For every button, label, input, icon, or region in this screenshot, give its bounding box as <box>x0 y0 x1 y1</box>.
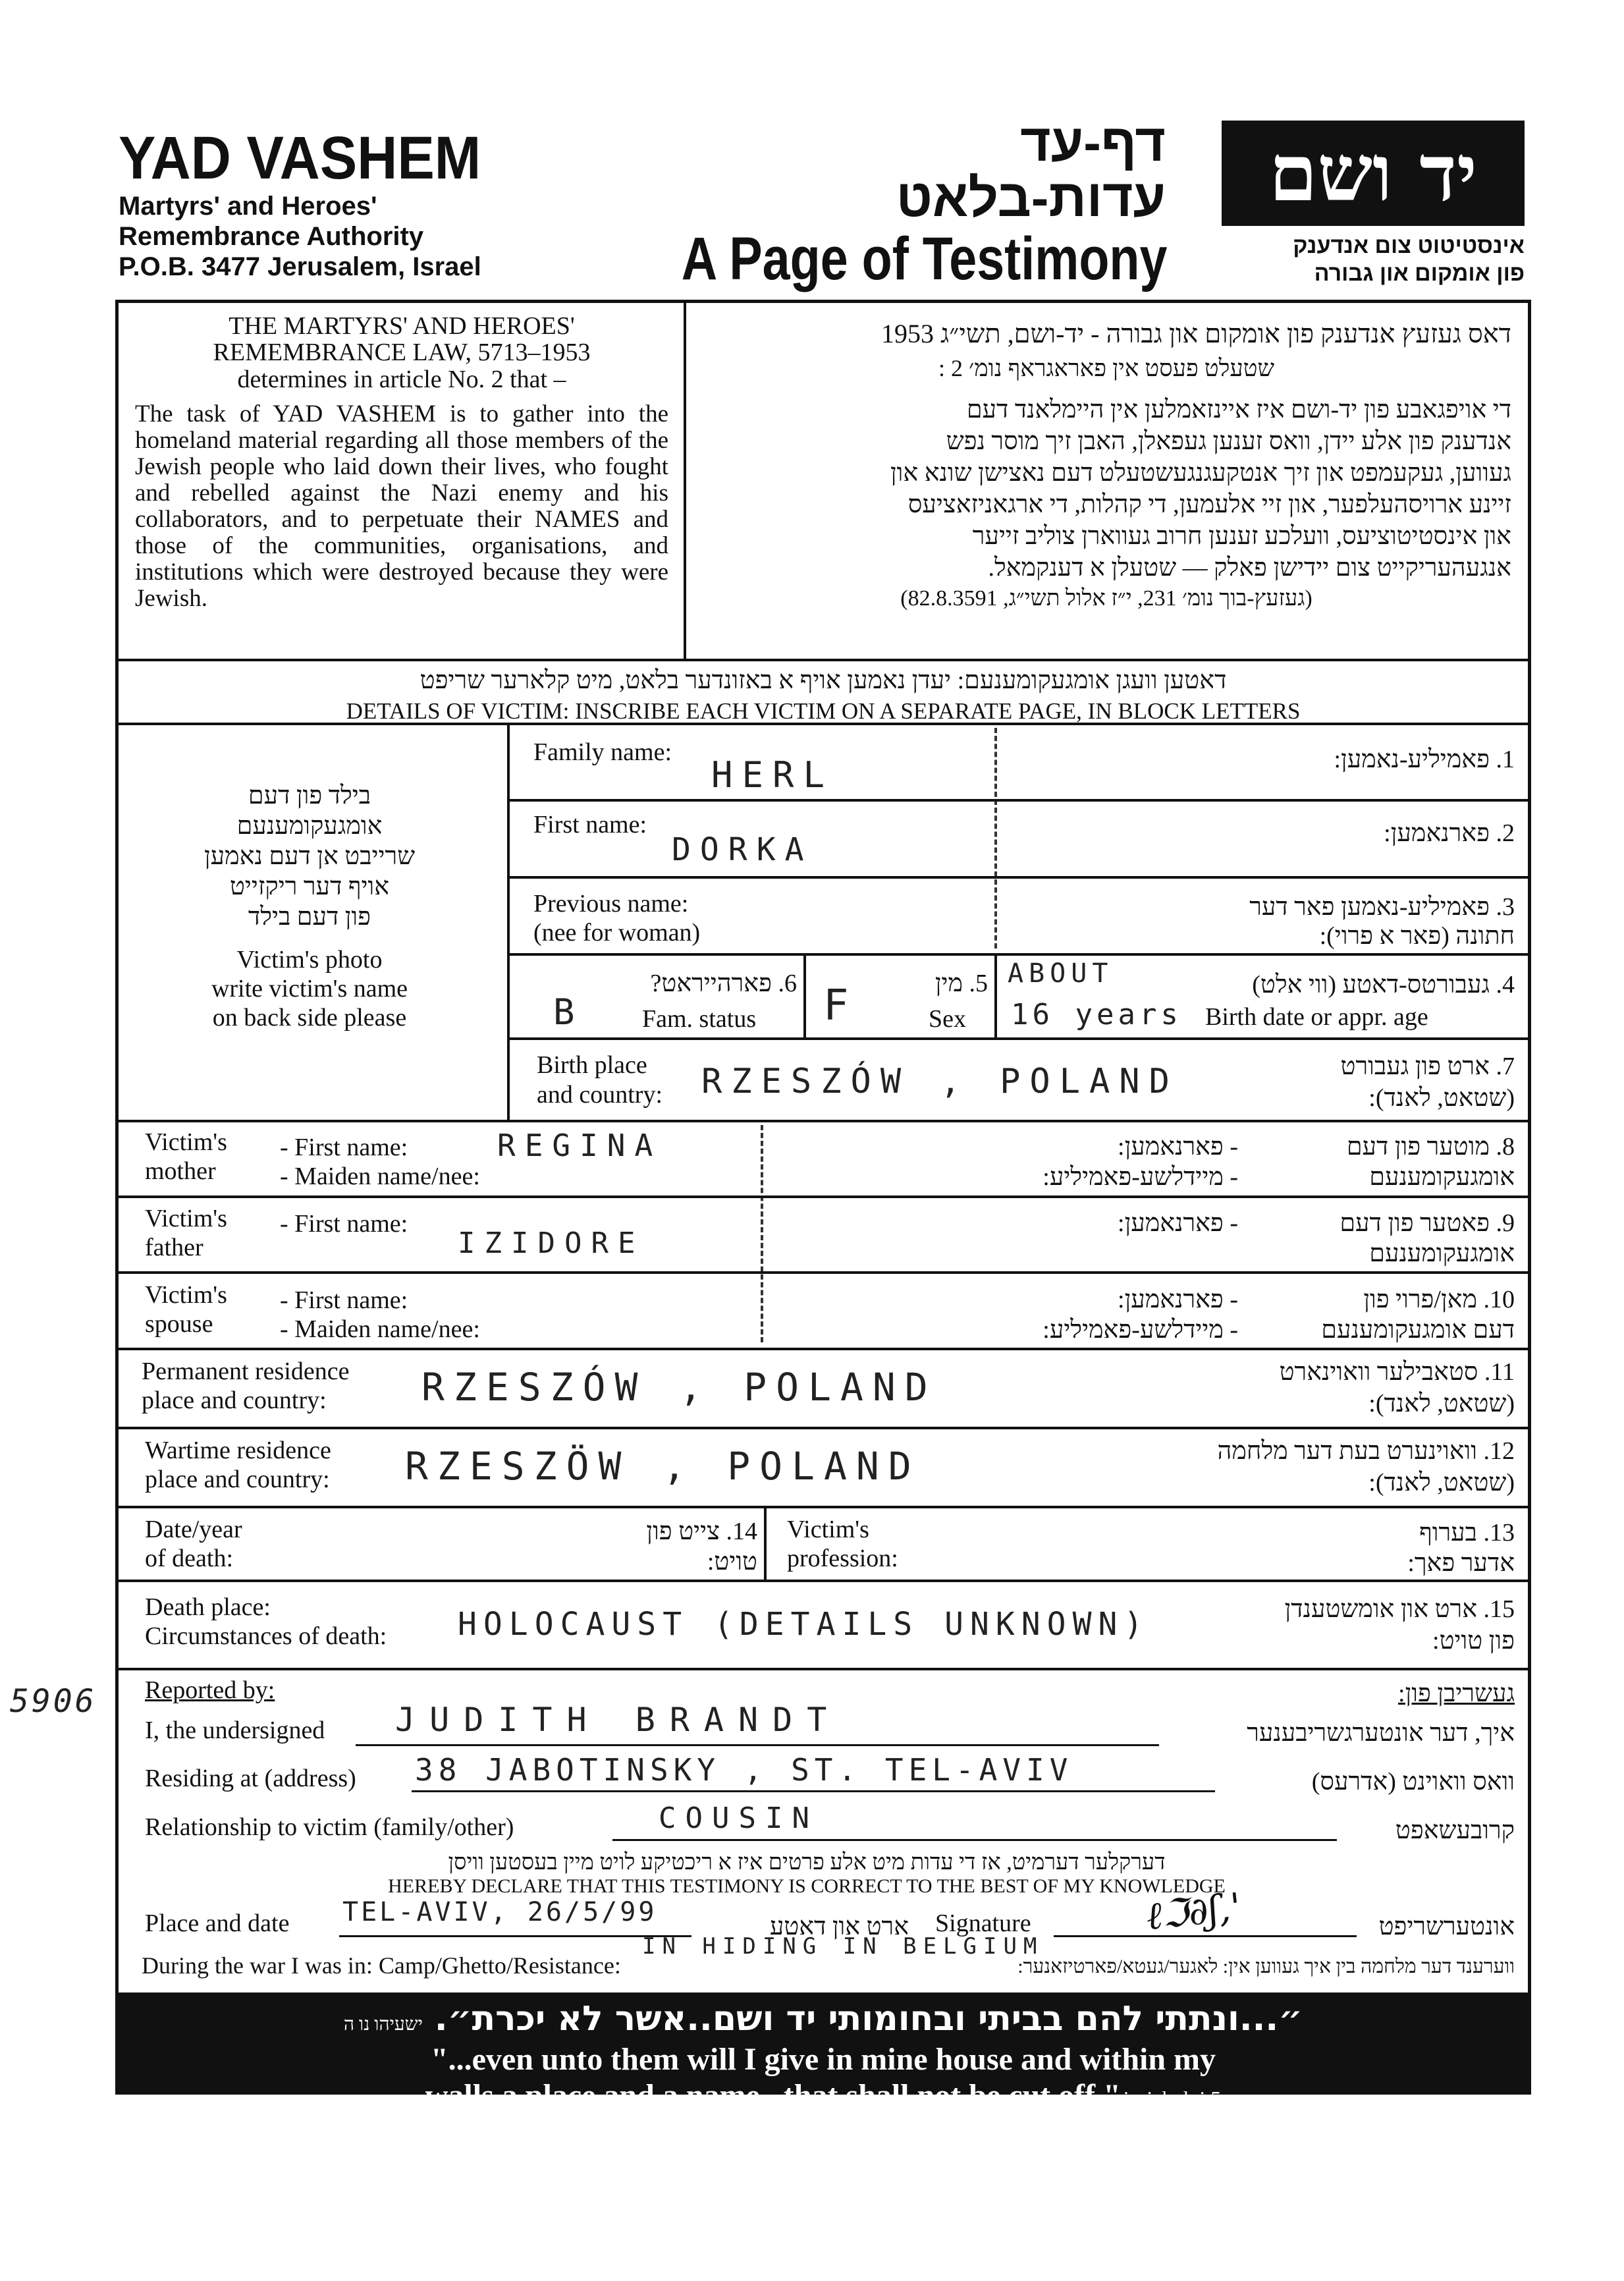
permanent-value[interactable]: RZESZÓW , POLAND <box>421 1365 937 1410</box>
death-place-value[interactable]: HOLOCAUST (DETAILS UNKNOWN) <box>458 1606 1150 1643</box>
row4-line <box>507 1037 1531 1040</box>
org-line-2: Remembrance Authority <box>119 222 424 251</box>
row8-line <box>115 1195 1531 1198</box>
previous-name-label-2: (nee for woman) <box>533 919 701 947</box>
family-name-value[interactable]: HERL <box>711 754 834 796</box>
death-place-label-1: Death place: <box>145 1593 271 1621</box>
father-who-1: Victim's <box>145 1205 227 1232</box>
permanent-label-1: Permanent residence <box>142 1358 350 1385</box>
law-yiddish <box>701 316 1511 614</box>
undersigned-he: איך, דער אונטערגשריבענער <box>1247 1719 1515 1747</box>
row3-line <box>507 953 1531 956</box>
victim-heading-yiddish: דאטען וועגן אומגעקומענעם: יעדן נאמען אויף א באזונדער בלאט, מיט קלארער שריפט <box>420 667 1227 694</box>
law-yiddish-line-4: זיינע ארויסהעלפער, און זיי אלעמען, די קהלות, די ארגאניזאציעס <box>907 491 1511 518</box>
relationship-line <box>612 1839 1337 1841</box>
father-first-value[interactable]: IZIDORE <box>458 1226 645 1260</box>
center-dash-2 <box>761 1125 763 1342</box>
photo-yiddish-1: בילד פון דעם <box>248 782 371 810</box>
birth-label: Birth date or appr. age <box>1205 1003 1428 1031</box>
law-yiddish-heading: דאס געזעץ אנדענק פון אומקום און גבורה - יד-ושם, תשי״ג 1953 <box>881 319 1511 348</box>
victim-heading-bottom <box>115 723 1531 725</box>
relationship-he: קרובעשאפט <box>1395 1817 1515 1844</box>
address-he: וואס וואוינט (אדרעס) <box>1311 1768 1515 1796</box>
father-who-2: father <box>145 1234 203 1261</box>
first-name-label: First name: <box>533 811 647 838</box>
row2-line <box>507 876 1531 879</box>
place-date-he: ארט און דאטע <box>769 1913 909 1940</box>
logo-text: יד ושם <box>1268 127 1478 219</box>
birth-value-2[interactable]: 16 years <box>1011 998 1182 1031</box>
org-line-1: Martyrs' and Heroes' <box>119 192 377 221</box>
spouse-who-2: spouse <box>145 1310 213 1338</box>
mother-he-who-2: אומגעקומענעם <box>1369 1163 1515 1191</box>
law-yiddish-line-3: געווען, געקעמפט און זיך אנטקעגנגעשטעלט דעם נאצישן שונא און <box>890 459 1511 487</box>
signature-he: אונטערשריפט <box>1378 1913 1515 1940</box>
law-yiddish-line-1: די אויפגאבע פון יד-ושם איז איינזאמלען אין היימלאנד דעם <box>966 396 1511 424</box>
father-label-1: - First name: <box>280 1210 408 1238</box>
victim-heading <box>132 664 1515 726</box>
footer-hebrew-ref: ישעיהו נו ה <box>343 2014 423 2035</box>
law-yiddish-ref: (געזעץ-בוך נומ׳ 231, י״ז אלול תשי״ג, 82.8.3591) <box>900 586 1313 611</box>
father-he-who-1: 9. פאטער פון דעם <box>1340 1209 1515 1237</box>
relationship-value[interactable]: COUSIN <box>659 1801 819 1835</box>
mother-first-value[interactable]: REGINA <box>497 1128 663 1163</box>
birth-place-he-1: 7. ארט פון געבורט <box>1340 1053 1515 1080</box>
undersigned-line <box>356 1744 1159 1746</box>
family-name-he: 1. פאמיליע-נאמען: <box>1334 746 1515 773</box>
row4-div-a <box>803 953 806 1037</box>
photo-english-1: Victim's photo <box>236 946 383 974</box>
undersigned-value[interactable]: JUDITH BRANDT <box>395 1701 842 1739</box>
address-label: Residing at (address) <box>145 1765 356 1792</box>
wartime-label-2: place and country: <box>145 1466 330 1493</box>
death-place-label-2: Circumstances of death: <box>145 1622 387 1650</box>
logo-sub-2: פון אומקום און גבורה <box>1314 261 1525 286</box>
law-yiddish-line-2: אנדענק פון אלע יידן, וואס זענען געפאלן, האבן זיך מוסר נפש <box>946 427 1511 455</box>
logo <box>1222 121 1525 226</box>
address-value[interactable]: 38 JABOTINSKY , ST. TEL-AVIV <box>415 1752 1073 1788</box>
place-date-line <box>339 1935 691 1937</box>
wartime-he-1: 12. וואוינערט בעת דער מלחמה <box>1217 1437 1515 1465</box>
profession-he-1: 13. בערוף <box>1419 1519 1515 1547</box>
death-date-he-2: טויט: <box>707 1548 757 1576</box>
sex-value[interactable]: F <box>823 981 858 1030</box>
profession-label-2: profession: <box>787 1545 898 1572</box>
birth-he: 4. געבורטס-דאטע (ווי אלט) <box>1252 971 1515 999</box>
mother-label-1: - First name: <box>280 1134 408 1161</box>
row7-line <box>115 1120 1531 1122</box>
logo-sub <box>1222 232 1525 287</box>
footer-english-row-2 <box>132 2077 1515 2122</box>
previous-name-label-1: Previous name: <box>533 890 689 918</box>
family-name-label: Family name: <box>533 738 672 766</box>
law-heading-2: REMEMBRANCE LAW, 5713–1953 <box>213 339 591 366</box>
spouse-label-2: - Maiden name/nee: <box>280 1315 480 1343</box>
wartime-value[interactable]: RZESZÖW , POLAND <box>405 1444 921 1489</box>
war-label: During the war I was in: Camp/Ghetto/Resistance: <box>142 1952 621 1979</box>
law-yiddish-line-6: אנגעהעריקייט צום יידישן פאלק — שטעלן א דענקמאל. <box>988 554 1511 582</box>
address-line <box>412 1790 1215 1792</box>
photo-placeholder[interactable] <box>132 781 487 1032</box>
fam-status-value[interactable]: B <box>553 991 584 1033</box>
row13-line <box>115 1580 1531 1582</box>
row10-line <box>115 1348 1531 1350</box>
yiddish-title-1: דף-עד <box>1020 113 1166 172</box>
mother-he-2: - מיידלשע-פאמיליע: <box>1042 1163 1238 1191</box>
photo-english-2: write victim's name <box>211 975 408 1003</box>
declare-he: דערקלער דערמיט, אז די עדות מיט אלע פרטים איז א ריכטיקע לויט מיין בעסטען וויסן <box>448 1850 1166 1875</box>
relationship-label: Relationship to victim (family/other) <box>145 1813 514 1841</box>
org-line-3: P.O.B. 3477 Jerusalem, Israel <box>119 252 481 281</box>
footer-hebrew-row <box>132 1996 1515 2048</box>
mother-label-2: - Maiden name/nee: <box>280 1163 480 1190</box>
permanent-label-2: place and country: <box>142 1387 327 1414</box>
birth-value-1[interactable]: ABOUT <box>1008 958 1114 989</box>
reported-by-he: געשריבן פון: <box>1398 1680 1515 1707</box>
place-date-value[interactable]: TEL-AVIV, 26/5/99 <box>342 1897 657 1927</box>
law-bottom-line <box>115 659 1531 661</box>
law-body: The task of YAD VASHEM is to gather into the homeland material regarding all those members of the Jewish people who laid down their lives, who fought and rebelled against the Nazi enemy and his collaborators, and to perpetuate their NAMES and those of the communities, organisations, and institutions which were destroyed because they were Jewish. <box>135 400 668 612</box>
footer-english-1: "...even unto them will I give in mine house and within my <box>430 2042 1216 2077</box>
footer-english <box>132 2042 1515 2122</box>
row1-line <box>507 799 1531 802</box>
sex-label: Sex <box>929 1005 966 1033</box>
undersigned-label: I, the undersigned <box>145 1717 325 1744</box>
profession-label-1: Victim's <box>787 1516 869 1543</box>
page-title: A Page of Testimony <box>681 225 1168 292</box>
permanent-he-2: (שטאט, לאנד): <box>1368 1390 1515 1417</box>
photo-yiddish-2: אומגעקומענעם <box>236 812 383 840</box>
margin-number: 5906 <box>10 1683 97 1720</box>
birth-place-label-1: Birth place <box>537 1051 647 1079</box>
mother-who-2: mother <box>145 1157 216 1185</box>
father-he-1: - פארנאמען: <box>1118 1209 1238 1237</box>
mother-he-1: - פארנאמען: <box>1118 1133 1238 1161</box>
death-place-he-1: 15. ארט און אומשטענדן <box>1284 1595 1515 1623</box>
row15-line <box>115 1668 1531 1670</box>
law-divider <box>684 300 686 661</box>
law-yiddish-line-5: און אינסטיטוציעס, וועלכע זענען חרוב געווארן צוליב זייער <box>972 522 1511 550</box>
footer-english-ref: isaiah, lvi,5 <box>1123 2087 1222 2110</box>
spouse-he-who-1: 10. מאן/פרוי פון <box>1363 1286 1515 1313</box>
reported-by-label: Reported by: <box>145 1676 275 1704</box>
spouse-he-who-2: דעם אומגעקומענעם <box>1321 1316 1515 1344</box>
first-name-value[interactable]: DORKA <box>672 831 813 868</box>
photo-divider <box>507 723 510 1120</box>
photo-yiddish-5: פון דעם בילד <box>248 903 371 931</box>
row9-line <box>115 1271 1531 1274</box>
law-yiddish-sub: שטעלט פעסט אין פאראגראף נומ׳ 2 : <box>938 355 1275 381</box>
footer-hebrew-quote: ״...ונתתי להם בביתי ובחומותי יד ושם..אשר לא יכרת״. <box>434 1999 1303 2039</box>
wartime-label-1: Wartime residence <box>145 1437 331 1464</box>
sex-he: 5. מין <box>934 970 988 997</box>
previous-name-he-1: 3. פאמיליע-נאמען פאר דער <box>1249 893 1515 921</box>
logo-sub-1: אינסטיטוט צום אנדענק <box>1293 233 1525 258</box>
org-block <box>119 125 580 282</box>
title-block <box>632 115 1179 292</box>
declare-en: HEREBY DECLARE THAT THIS TESTIMONY IS CORRECT TO THE BEST OF MY KNOWLEDGE <box>388 1875 1226 1897</box>
mother-he-who-1: 8. מוטער פון דעם <box>1346 1133 1515 1161</box>
row11-line <box>115 1427 1531 1429</box>
death-date-label-1: Date/year <box>145 1516 242 1543</box>
father-he-who-2: אומגעקומענעם <box>1369 1240 1515 1267</box>
birth-place-value[interactable]: RZESZÓW , POLAND <box>701 1062 1179 1101</box>
spouse-label-1: - First name: <box>280 1286 408 1314</box>
previous-name-he-2: חתונה (פאר א פרוי): <box>1319 922 1515 950</box>
photo-yiddish-4: אויף דער ריקזייט <box>229 873 390 900</box>
org-name: YAD VASHEM <box>119 124 481 192</box>
spouse-he-1: - פארנאמען: <box>1118 1286 1238 1313</box>
photo-yiddish-3: שרייבט אן דעם נאמען <box>203 842 416 870</box>
row13-divider <box>764 1506 767 1580</box>
row4-div-b <box>994 953 997 1037</box>
war-he: ווערענד דער מלחמה בין איך געווען אין: לאגער/געטא/פארטיזאנער: <box>1017 1956 1515 1977</box>
death-date-label-2: of death: <box>145 1545 234 1572</box>
row12-line <box>115 1506 1531 1508</box>
first-name-he: 2. פארנאמען: <box>1384 819 1515 847</box>
signature-label: Signature <box>935 1910 1031 1937</box>
signature-line <box>1054 1935 1357 1937</box>
footer-english-2: walls a place and a name...that shall not be cut off." <box>425 2078 1121 2113</box>
victim-heading-english: DETAILS OF VICTIM: INSCRIBE EACH VICTIM ON A SEPARATE PAGE, IN BLOCK LETTERS <box>346 698 1301 724</box>
photo-english-3: on back side please <box>212 1004 407 1031</box>
permanent-he-1: 11. סטאבילער וואוינארט <box>1279 1358 1515 1386</box>
profession-he-2: אדער פאך: <box>1407 1549 1515 1577</box>
law-heading-1: THE MARTYRS' AND HEROES' <box>229 312 575 340</box>
spouse-he-2: - מיידלשע-פאמיליע: <box>1042 1316 1238 1344</box>
center-dash-1 <box>994 728 997 948</box>
war-value[interactable]: IN HIDING IN BELGIUM <box>642 1933 1044 1960</box>
wartime-he-2: (שטאט, לאנד): <box>1368 1469 1515 1497</box>
birth-place-he-2: (שטאט, לאנד): <box>1368 1084 1515 1112</box>
yiddish-title-2: עדות-בלאט <box>896 169 1166 227</box>
law-heading-3: determines in article No. 2 that – <box>237 366 566 393</box>
signature-mark[interactable]: ℓℑ∂ʃ,' <box>1143 1884 1243 1939</box>
fam-status-he: 6. פארהייראט? <box>650 970 797 997</box>
mother-who-1: Victim's <box>145 1128 227 1156</box>
spouse-who-1: Victim's <box>145 1281 227 1309</box>
law-english <box>135 313 668 612</box>
death-date-he-1: 14. צייט פון <box>646 1518 757 1545</box>
birth-place-label-2: and country: <box>537 1081 663 1109</box>
fam-status-label: Fam. status <box>642 1005 757 1033</box>
death-place-he-2: פון טויט: <box>1432 1627 1515 1655</box>
place-date-label: Place and date <box>145 1910 290 1937</box>
